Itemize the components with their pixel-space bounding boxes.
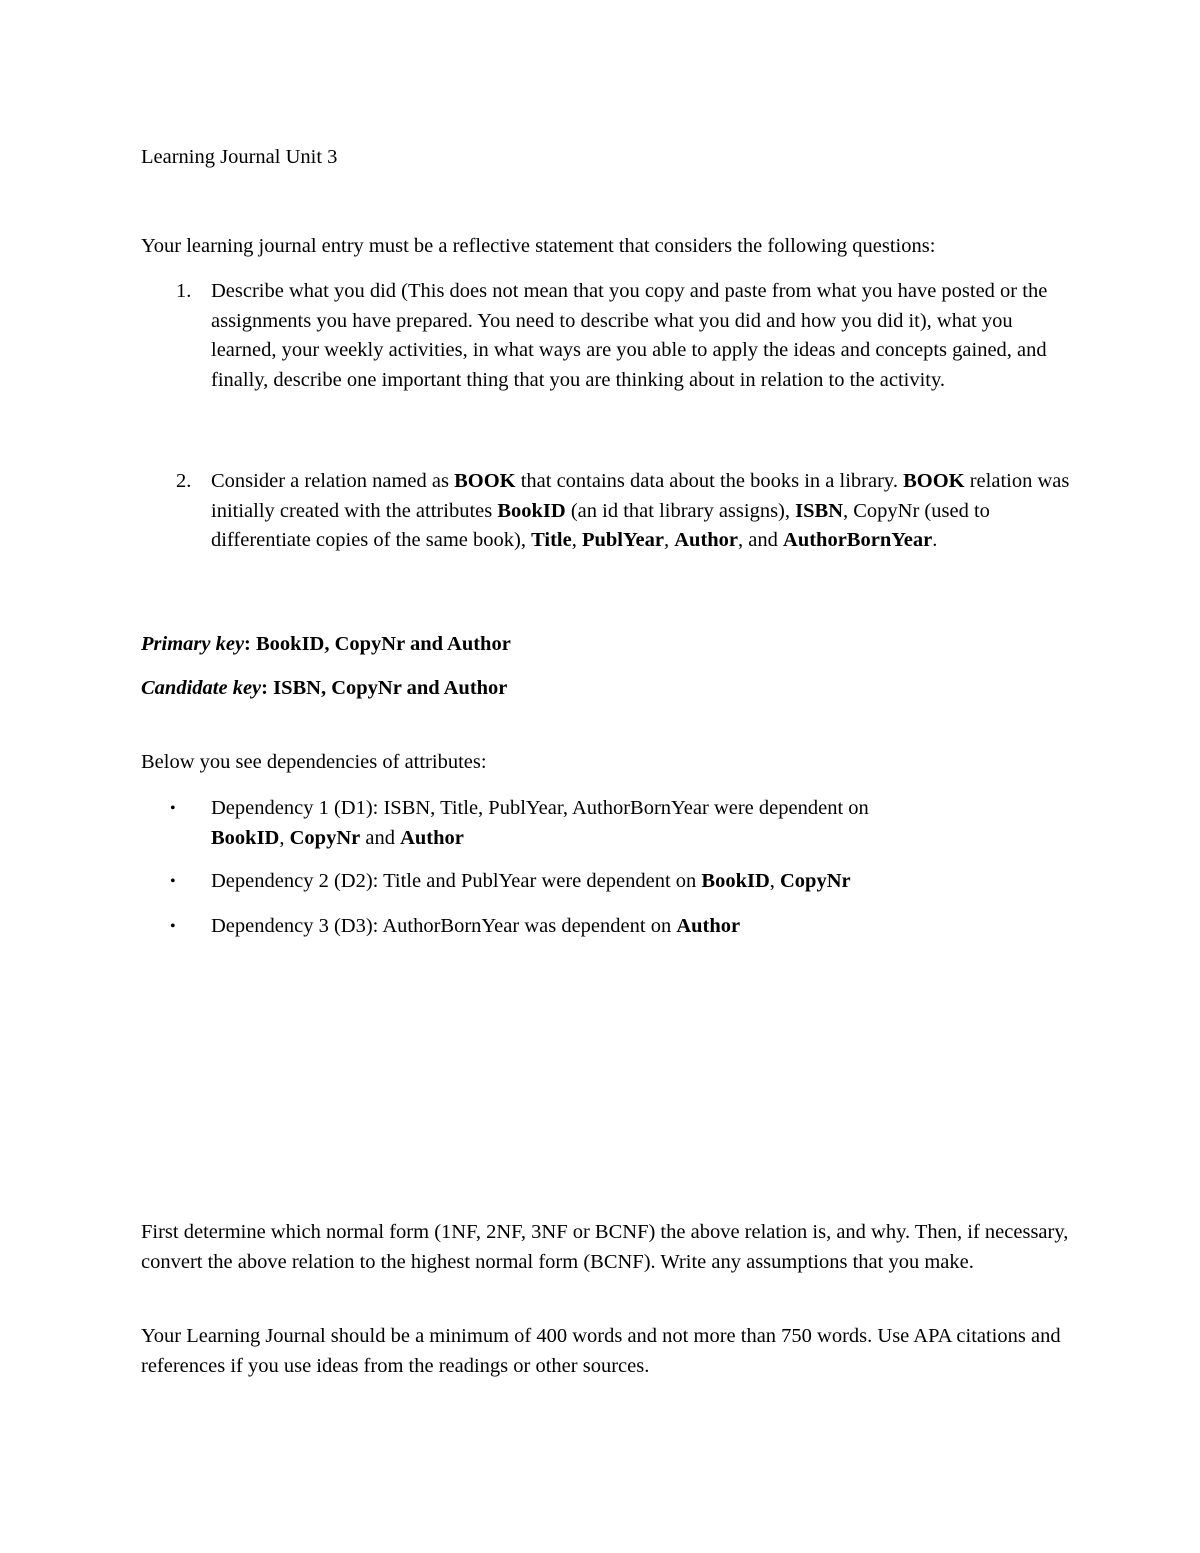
- task-paragraph: First determine which normal form (1NF, 2NF, 3NF or BCNF) the above relation is, and why. Then, if necessary, convert the above relation to the highest normal form (BCNF). Write any assumptions that you make.: [141, 1221, 1069, 1273]
- intro-paragraph: Your learning journal entry must be a reflective statement that considers the following questions:: [141, 235, 936, 257]
- candidate-key-label: Candidate key: [141, 677, 262, 699]
- primary-key-value: BookID, CopyNr and Author: [256, 633, 511, 655]
- dependency-3: Dependency 3 (D3): AuthorBornYear was dependent on Author: [211, 915, 741, 937]
- book-term: BOOK: [903, 470, 965, 492]
- author-term: Author: [674, 529, 739, 551]
- bullet-icon: •: [170, 873, 176, 890]
- bookid-term: BookID: [497, 499, 566, 522]
- candidate-key-line: Candidate key: ISBN, CopyNr and Author: [141, 677, 508, 699]
- dependency-2: Dependency 2 (D2): Title and PublYear were dependent on BookID, CopyNr: [211, 870, 851, 892]
- primary-key-line: Primary key: BookID, CopyNr and Author: [141, 633, 511, 655]
- dependencies-intro: Below you see dependencies of attributes:: [141, 751, 487, 773]
- bullet-icon: •: [170, 800, 176, 817]
- primary-key-label: Primary key: [141, 633, 245, 655]
- publyear-term: PublYear: [581, 529, 664, 551]
- bullet-icon: •: [170, 918, 176, 935]
- isbn-term: ISBN: [795, 499, 843, 522]
- book-term: BOOK: [454, 470, 516, 492]
- dependency-1: Dependency 1 (D1): ISBN, Title, PublYear, AuthorBornYear were dependent on BookID, CopyNr and Author: [211, 797, 869, 849]
- question-1-number: 1.: [176, 280, 192, 302]
- word-limit-paragraph: Your Learning Journal should be a minimum of 400 words and not more than 750 words. Use APA citations and references if you use ideas from the readings or other sources.: [141, 1325, 1061, 1377]
- document-title: Learning Journal Unit 3: [141, 146, 338, 168]
- question-2-number: 2.: [176, 470, 192, 492]
- title-term: Title: [531, 529, 572, 551]
- candidate-key-value: ISBN, CopyNr and Author: [273, 677, 508, 699]
- question-1-text: Describe what you did (This does not mean that you copy and paste from what you have posted or the assignments you have prepared. You need to describe what you did and how you did it), what you learned, your weekly activities, in what ways are you able to apply the ideas and concepts gained, and finally, describe one important thing that you are thinking about in relation to the activity.: [211, 280, 1048, 391]
- question-2-text: Consider a relation named as BOOK that contains data about the books in a library. BOOK relation was initially created with the attributes BookID (an id that library assigns), ISBN, CopyNr (used to differentiate copies of the same book), Title, PublYear, Author, and AuthorBornYear.: [211, 470, 1070, 551]
- authorbornyear-term: AuthorBornYear: [783, 529, 933, 551]
